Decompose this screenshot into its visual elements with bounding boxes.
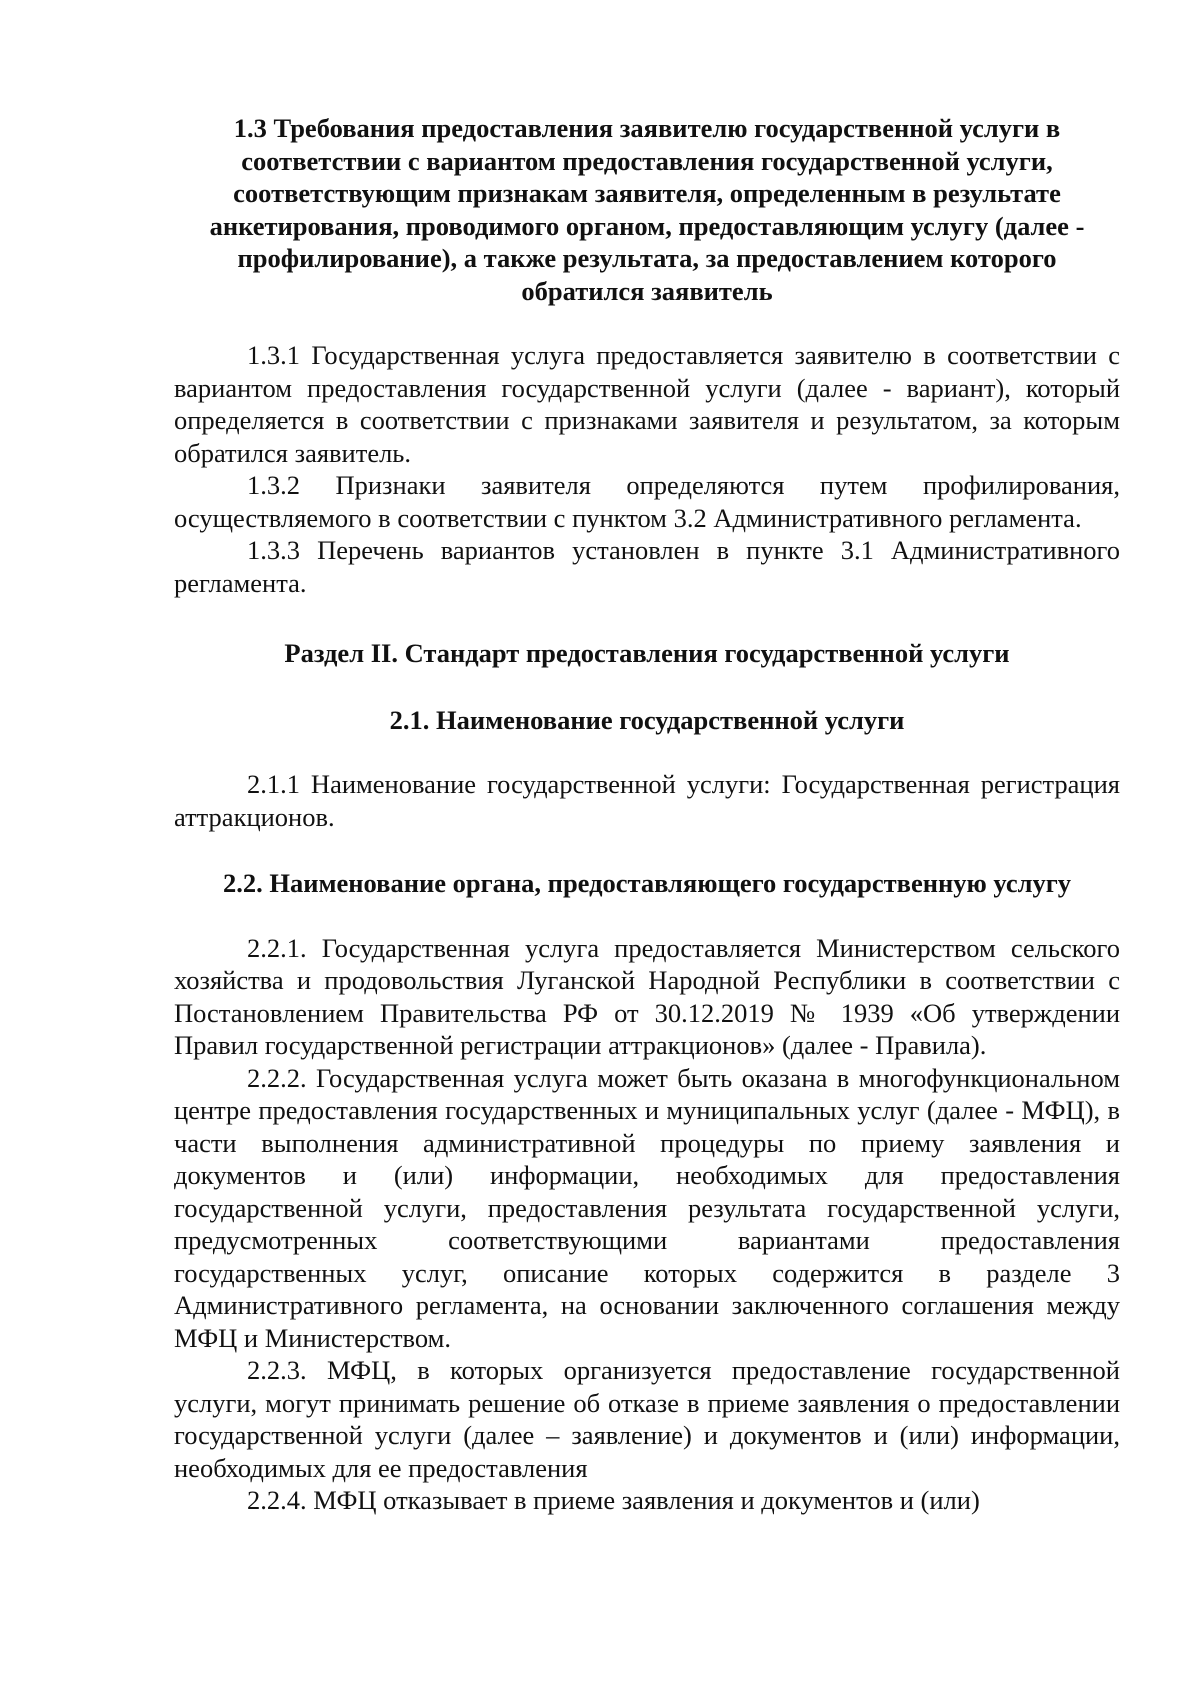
heading-1-3: 1.3 Требования предоставления заявителю государственной услуги в соответствии с вариантом предоставления государственной услуги, соответствующим признакам заявителя, определенным в результате анкетирования, проводимого органом, предоставляющим услугу (далее - профилирование), а также результата, за предоставлением которого обратился заявитель [209, 113, 1085, 306]
heading-2-2: 2.2. Наименование органа, предоставляющего государственную услугу [222, 868, 1072, 898]
paragraph-1-3-2: 1.3.2 Признаки заявителя определяются путем профилирования, осуществляемого в соответствии с пунктом 3.2 Административного регламента. [174, 470, 1120, 533]
heading-2-1: 2.1. Наименование государственной услуги [389, 704, 905, 735]
spacer [174, 670, 1120, 704]
spacer [174, 900, 1120, 932]
paragraph-1-3-3: 1.3.3 Перечень вариантов установлен в пункте 3.1 Административного регламента. [174, 535, 1120, 598]
paragraph-1-3-1: 1.3.1 Государственная услуга предоставляется заявителю в соответствии с вариантом предоставления государственной услуги (далее - вариант), который определяется в соответствии с признаками заявителя и результатом, за которым обратился заявитель. [174, 340, 1120, 468]
paragraph-2-2-2: 2.2.2. Государственная услуга может быть оказана в многофункциональном центре предоставления государственных и муниципальных услуг (далее - МФЦ), в части выполнения административной процедуры по приему заявления и документов и (или) информации, необходимых для предоставления государственной услуги, предоставления результата государственной услуги, предусмотренных соответствующими вариантами предоставления государственных услуг, описание которых содержится в разделе 3 Административного регламента, на основании заключенного соглашения между МФЦ и Министерством. [174, 1062, 1120, 1353]
paragraph-2-2-4: 2.2.4. МФЦ отказывает в приеме заявления и документов и (или) [247, 1485, 980, 1515]
paragraph-2-2-3: 2.2.3. МФЦ, в которых организуется предоставление государственной услуги, могут принимать решение об отказе в приеме заявления о предоставлении государственной услуги (далее – заявление) и документов и (или) информации, необходимых для ее предоставления [174, 1355, 1120, 1483]
spacer [174, 833, 1120, 867]
document-page [174, 112, 1120, 1517]
spacer [174, 736, 1120, 768]
paragraph-2-2-1: 2.2.1. Государственная услуга предоставляется Министерством сельского хозяйства и продовольствия Луганской Народной Республики в соответствии с Постановлением Правительства РФ от 30.12.2019 № 1939 «Об утверждении Правил государственной регистрации аттракционов» (далее - Правила). [174, 932, 1120, 1060]
paragraph-2-1-1: 2.1.1 Наименование государственной услуги: Государственная регистрация аттракционов. [174, 769, 1120, 832]
heading-section-2: Раздел II. Стандарт предоставления государственной услуги [284, 638, 1010, 668]
spacer [174, 599, 1120, 637]
